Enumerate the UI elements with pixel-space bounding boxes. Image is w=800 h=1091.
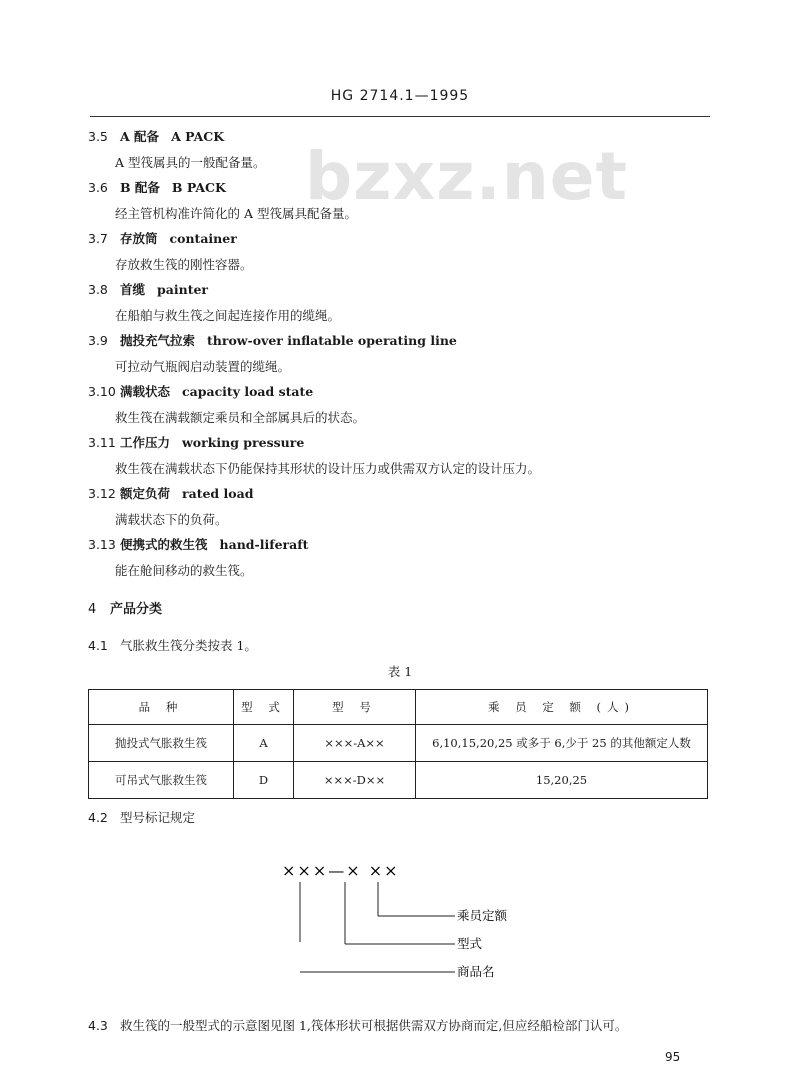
term-definition: 能在舱间移动的救生筏。 — [115, 563, 253, 578]
table-caption: 表 1 — [387, 664, 413, 679]
paragraph-text: 型号标记规定 — [120, 810, 196, 825]
label-type: 型式 — [457, 936, 483, 951]
leader-lines — [300, 882, 455, 972]
term-number: 3.13 — [88, 537, 116, 552]
term-chinese: 抛投充气拉索 — [120, 333, 196, 348]
term-english: rated load — [182, 486, 254, 501]
section-number: 4 — [88, 602, 97, 617]
paragraph-number: 4.1 — [88, 638, 108, 653]
term-english: hand-liferaft — [219, 537, 309, 552]
term-chinese: 首缆 — [120, 282, 146, 297]
term-english: B PACK — [171, 180, 226, 195]
term-definition: 救生筏在满载状态下仍能保持其形状的设计压力或供需双方认定的设计压力。 — [115, 461, 541, 476]
page-number: 95 — [665, 1050, 681, 1064]
term-chinese: 额定负荷 — [120, 486, 171, 501]
table-header-cell: 品 种 — [89, 690, 234, 725]
standard-header: HG 2714.1—1995 — [330, 88, 470, 104]
watermark: bzxz.net — [305, 138, 629, 215]
term-chinese: 便携式的救生筏 — [120, 537, 208, 552]
term-chinese: 满载状态 — [120, 384, 171, 399]
label-product-name: 商品名 — [457, 964, 495, 979]
table-cell: ×××-D×× — [294, 762, 416, 799]
table-cell: ×××-A×× — [294, 725, 416, 762]
term-chinese: 存放筒 — [120, 231, 158, 246]
paragraph-number: 4.3 — [88, 1018, 108, 1033]
paragraph-number: 4.2 — [88, 810, 108, 825]
term-number: 3.5 — [88, 129, 108, 144]
term-chinese: 工作压力 — [120, 435, 171, 450]
term-number: 3.8 — [88, 282, 108, 297]
term-definition: 经主管机构准许简化的 A 型筏属具配备量。 — [115, 206, 357, 221]
term-chinese: B 配备 — [120, 180, 160, 195]
term-definition: 可拉动气瓶阀启动装置的缆绳。 — [115, 359, 291, 374]
term-definition: 满载状态下的负荷。 — [115, 512, 228, 527]
term-number: 3.12 — [88, 486, 116, 501]
paragraph-text: 气胀救生筏分类按表 1。 — [120, 638, 257, 653]
table-header-cell: 型 式 — [234, 690, 294, 725]
term-number: 3.7 — [88, 231, 108, 246]
term-chinese: A 配备 — [120, 129, 160, 144]
term-definition: A 型筏属具的一般配备量。 — [115, 155, 266, 170]
table-cell: 可吊式气胀救生筏 — [89, 762, 234, 799]
term-number: 3.6 — [88, 180, 108, 195]
label-crew-capacity: 乘员定额 — [457, 908, 508, 923]
term-english: painter — [157, 282, 209, 297]
term-number: 3.11 — [88, 435, 116, 450]
table-cell: A — [234, 725, 294, 762]
term-number: 3.10 — [88, 384, 116, 399]
table-header-cell: 型 号 — [294, 690, 416, 725]
term-english: A PACK — [171, 129, 225, 144]
table-cell: D — [234, 762, 294, 799]
model-code: ×××—× ×× — [282, 861, 400, 880]
table-cell: 6,10,15,20,25 或多于 6,少于 25 的其他额定人数 — [416, 725, 708, 762]
table-cell: 15,20,25 — [416, 762, 708, 799]
term-definition: 存放救生筏的刚性容器。 — [115, 257, 253, 272]
term-number: 3.9 — [88, 333, 108, 348]
term-english: working pressure — [182, 435, 305, 450]
term-definition: 救生筏在满载额定乘员和全部属具后的状态。 — [115, 410, 366, 425]
section-title-text: 产品分类 — [110, 602, 163, 617]
term-english: throw-over inflatable operating line — [207, 333, 457, 348]
term-definition: 在船舶与救生筏之间起连接作用的缆绳。 — [115, 308, 341, 323]
table-header-cell: 乘 员 定 额 (人) — [416, 690, 708, 725]
term-english: capacity load state — [182, 384, 314, 399]
table-cell: 抛投式气胀救生筏 — [89, 725, 234, 762]
paragraph-4-3 — [88, 1016, 627, 1034]
term-english: container — [169, 231, 237, 246]
paragraph-text: 救生筏的一般型式的示意图见图 1,筏体形状可根据供需双方协商而定,但应经船检部门认可。 — [120, 1018, 628, 1033]
